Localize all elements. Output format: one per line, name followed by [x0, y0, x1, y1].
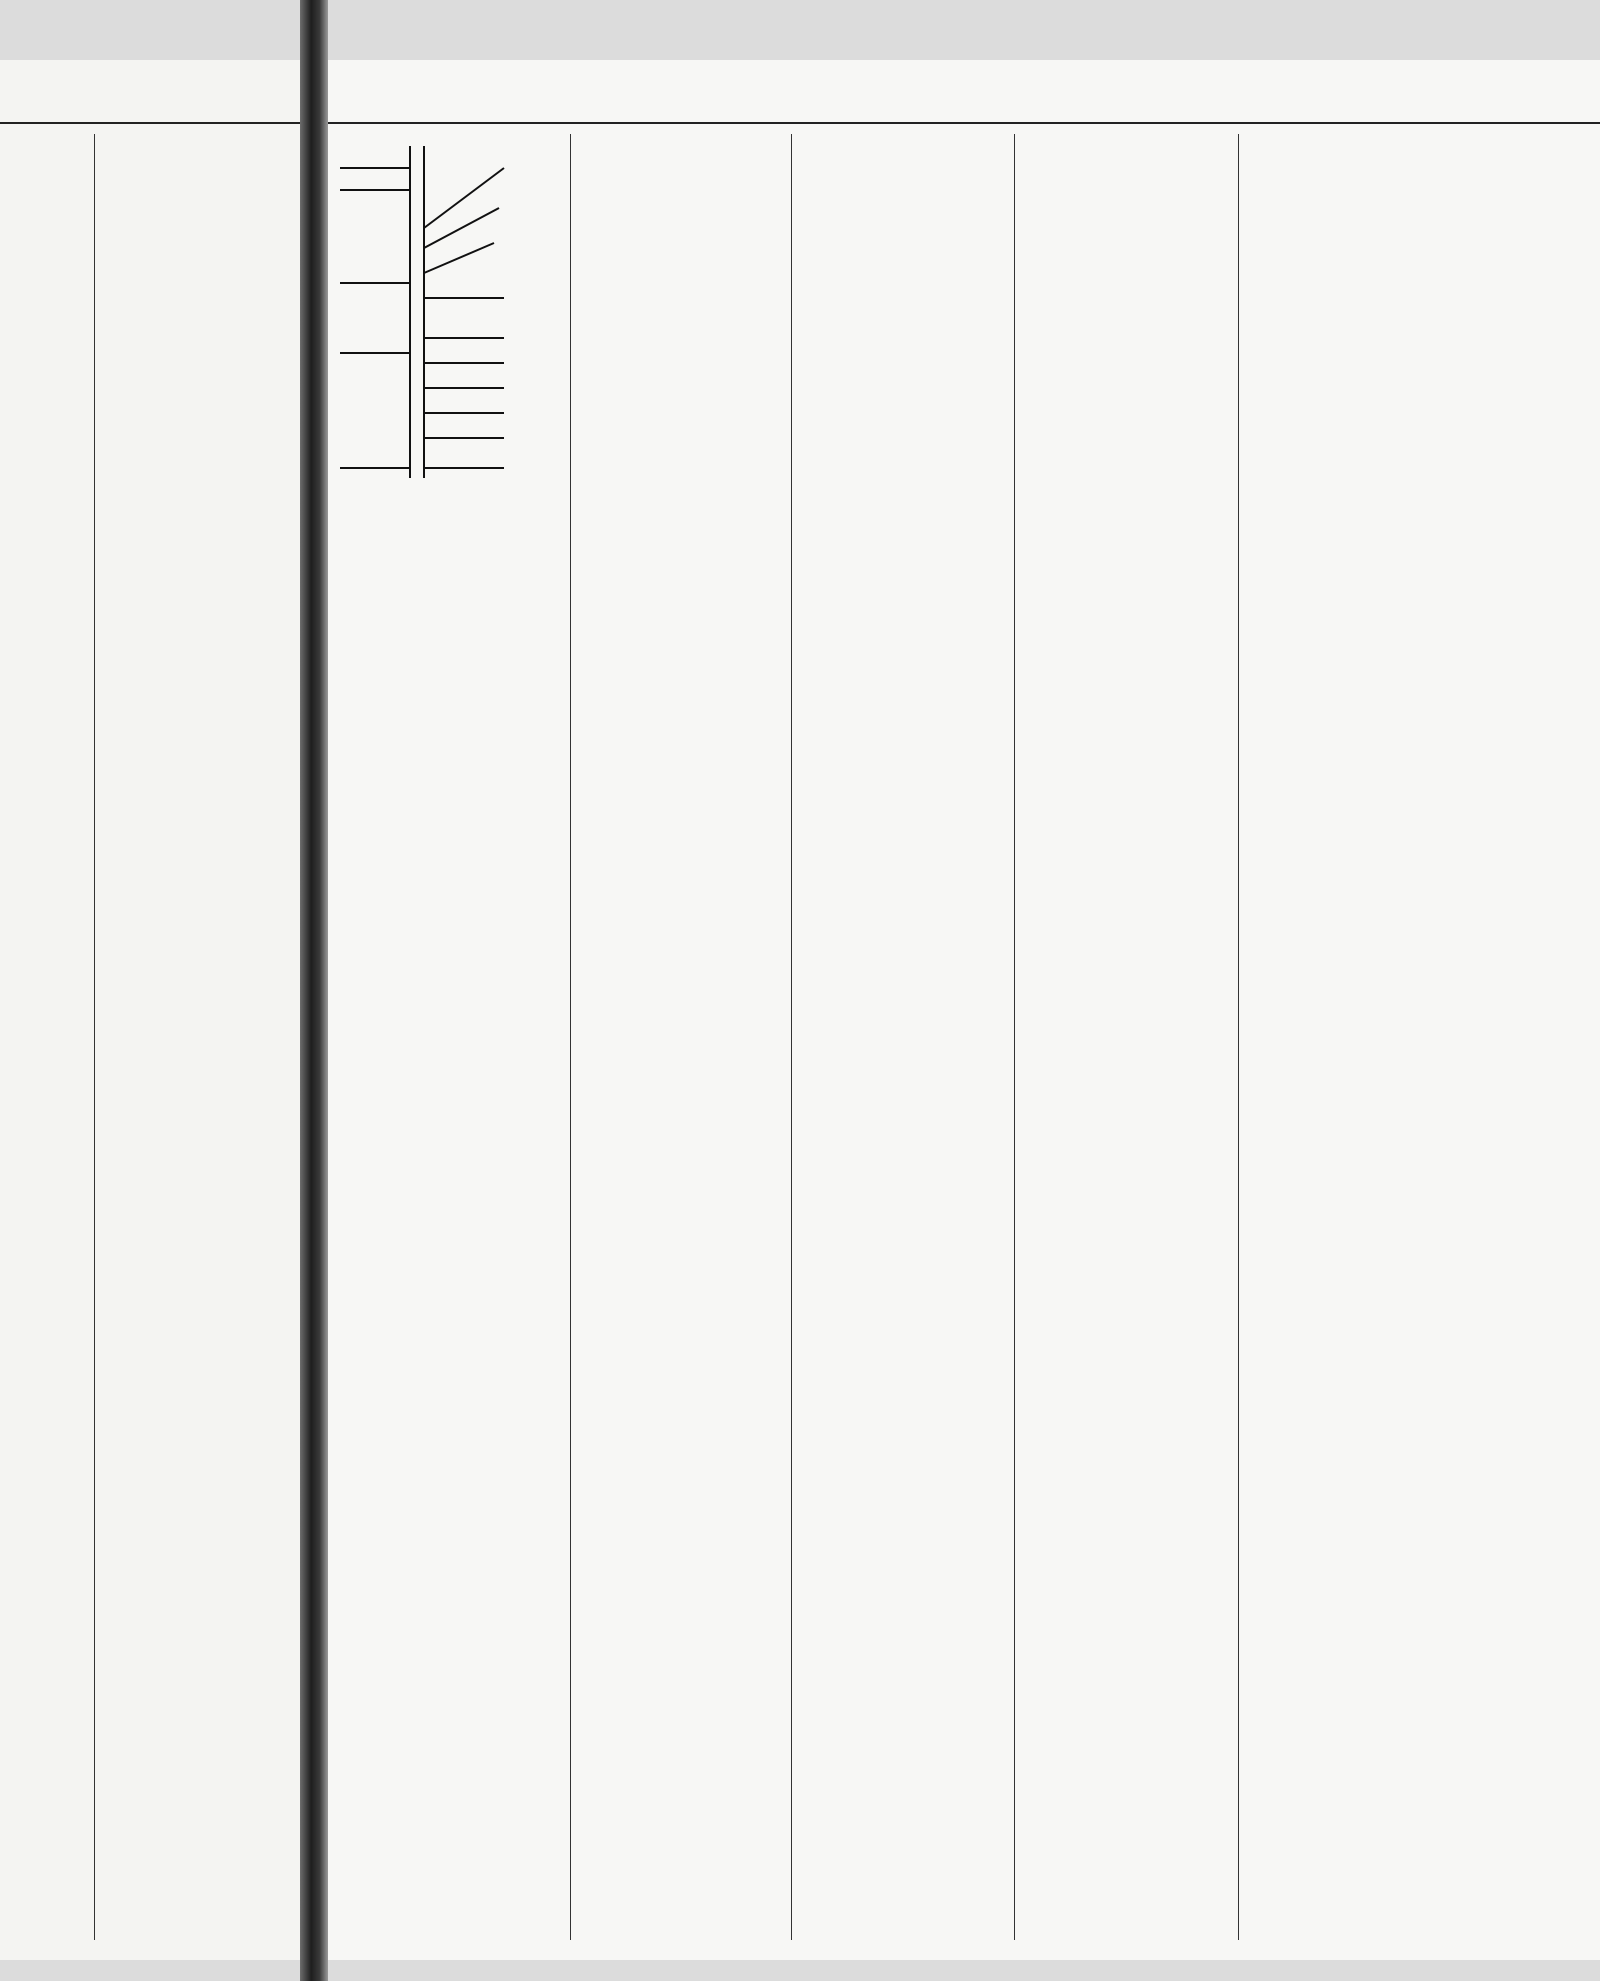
previous-page [0, 60, 300, 1960]
column-divider [1238, 134, 1239, 1940]
column-divider [570, 134, 571, 1940]
book-binding [300, 0, 328, 1981]
page-header [328, 82, 1600, 124]
column-divider [791, 134, 792, 1940]
street-map-diagram [334, 138, 566, 488]
directory-page [328, 60, 1600, 1960]
previous-page-header [0, 82, 300, 124]
column-divider [94, 134, 95, 1940]
street-map-svg [334, 138, 566, 488]
column-1 [334, 134, 566, 494]
column-divider [1014, 134, 1015, 1940]
